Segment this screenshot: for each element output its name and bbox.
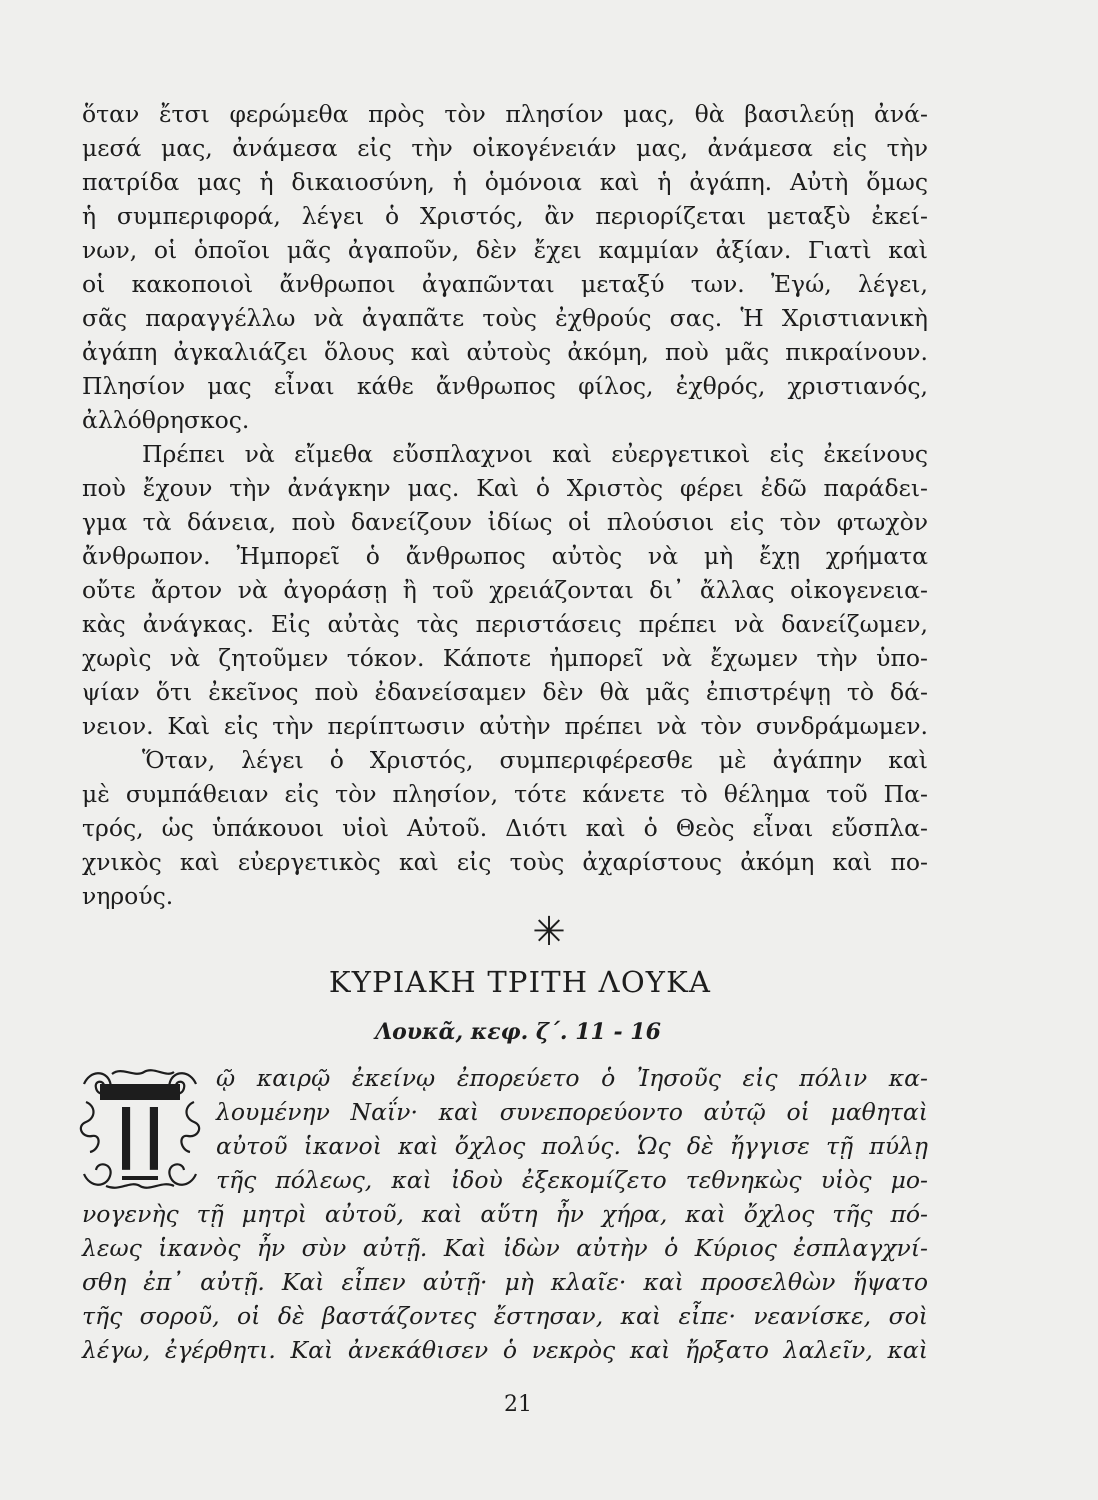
text-line: ψίαν ὅτι ἐκεῖνος ποὺ ἐδανείσαμεν δὲν θὰ μᾶς ἐπιστρέψῃ τὸ δά- xyxy=(82,678,928,706)
gospel-line: λεως ἱκανὸς ἦν σὺν αὐτῇ. Καὶ ἰδὼν αὐτὴν ὁ Κύριος ἐσπλαγχνί- xyxy=(82,1234,928,1262)
scripture-reference: Λουκᾶ, κεφ. ζ΄. 11 - 16 xyxy=(375,1019,661,1045)
text-line: ὅταν ἔτσι φερώμεθα πρὸς τὸν πλησίον μας, θὰ βασιλεύῃ ἀνά- xyxy=(82,100,928,128)
gospel-line: νογενὴς τῇ μητρὶ αὐτοῦ, καὶ αὕτη ἦν χήρα, καὶ ὄχλος τῆς πό- xyxy=(82,1200,928,1228)
text-line: κὰς ἀνάγκας. Εἰς αὐτὰς τὰς περιστάσεις πρέπει νὰ δανείζωμεν, xyxy=(82,610,928,638)
text-line: νων, οἱ ὁποῖοι μᾶς ἀγαποῦν, δὲν ἔχει καμμίαν ἀξίαν. Γιατὶ καὶ xyxy=(82,236,928,264)
text-line: Πλησίον μας εἶναι κάθε ἄνθρωπος φίλος, ἐχθρός, χριστιανός, xyxy=(82,372,928,400)
text-line: ἡ συμπεριφορά, λέγει ὁ Χριστός, ἂν περιορίζεται μεταξὺ ἐκεί- xyxy=(82,202,928,230)
text-line: μεσά μας, ἀνάμεσα εἰς τὴν οἰκογένειάν μας, ἀνάμεσα εἰς τὴν xyxy=(82,134,928,162)
text-line: μὲ συμπάθειαν εἰς τὸν πλησίον, τότε κάνετε τὸ θέλημα τοῦ Πα- xyxy=(82,780,928,808)
section-separator-asterisk: ✳ xyxy=(532,909,566,955)
gospel-line: αὐτοῦ ἱκανοὶ καὶ ὄχλος πολύς. Ὡς δὲ ἤγγισε τῇ πύλῃ xyxy=(216,1132,928,1160)
gospel-line: λέγω, ἐγέρθητι. Καὶ ἀνεκάθισεν ὁ νεκρὸς καὶ ἤρξατο λαλεῖν, καὶ xyxy=(82,1336,928,1364)
text-line: νηρούς. xyxy=(82,882,174,910)
text-line: Πρέπει νὰ εἴμεθα εὔσπλαχνοι καὶ εὐεργετικοὶ εἰς ἐκείνους xyxy=(142,440,928,468)
page-number: 21 xyxy=(504,1392,532,1417)
gospel-line: λουμένην Ναΐν· καὶ συνεπορεύοντο αὐτῷ οἱ μαθηταὶ xyxy=(216,1098,928,1126)
text-line: οὔτε ἄρτον νὰ ἀγοράσῃ ἢ τοῦ χρειάζονται δι᾽ ἄλλας οἰκογενεια- xyxy=(82,576,928,604)
text-line: νειον. Καὶ εἰς τὴν περίπτωσιν αὐτὴν πρέπει νὰ τὸν συνδράμωμεν. xyxy=(82,712,928,740)
text-line: σᾶς παραγγέλλω νὰ ἀγαπᾶτε τοὺς ἐχθρούς σας. Ἡ Χριστιανικὴ xyxy=(82,304,928,332)
text-line: ἄνθρωπον. Ἠμπορεῖ ὁ ἄνθρωπος αὐτὸς νὰ μὴ ἔχῃ χρήματα xyxy=(82,542,928,570)
text-line: Ὅταν, λέγει ὁ Χριστός, συμπεριφέρεσθε μὲ ἀγάπην καὶ xyxy=(142,746,928,774)
ornamental-drop-cap xyxy=(78,1062,202,1194)
gospel-line: τῆς πόλεως, καὶ ἰδοὺ ἐξεκομίζετο τεθνηκὼς υἱὸς μο- xyxy=(216,1166,928,1194)
text-line: οἱ κακοποιοὶ ἄνθρωποι ἀγαπῶνται μεταξύ των. Ἐγώ, λέγει, xyxy=(82,270,928,298)
text-line: ἀλλόθρησκος. xyxy=(82,406,250,434)
text-line: χνικὸς καὶ εὐεργετικὸς καὶ εἰς τοὺς ἀχαρίστους ἀκόμη καὶ πο- xyxy=(82,848,928,876)
text-line: ἀγάπη ἀγκαλιάζει ὅλους καὶ αὐτοὺς ἀκόμη, ποὺ μᾶς πικραίνουν. xyxy=(82,338,928,366)
section-heading: ΚΥΡΙΑΚΗ ΤΡΙΤΗ ΛΟΥΚΑ xyxy=(328,965,712,999)
gospel-line: τῆς σοροῦ, οἱ δὲ βαστάζοντες ἔστησαν, καὶ εἶπε· νεανίσκε, σοὶ xyxy=(82,1302,928,1330)
gospel-line: σθη ἐπ᾽ αὐτῇ. Καὶ εἶπεν αὐτῇ· μὴ κλαῖε· καὶ προσελθὼν ἥψατο xyxy=(82,1268,928,1296)
text-line: γμα τὰ δάνεια, ποὺ δανείζουν ἰδίως οἱ πλούσιοι εἰς τὸν φτωχὸν xyxy=(82,508,928,536)
text-line: ποὺ ἔχουν τὴν ἀνάγκην μας. Καὶ ὁ Χριστὸς φέρει ἐδῶ παράδει- xyxy=(82,474,928,502)
drop-cap-letter: Τ xyxy=(101,1078,179,1194)
text-line: χωρὶς νὰ ζητοῦμεν τόκον. Κάποτε ἠμπορεῖ νὰ ἔχωμεν τὴν ὑπο- xyxy=(82,644,928,672)
text-line: τρός, ὡς ὑπάκουοι υἱοὶ Αὐτοῦ. Διότι καὶ ὁ Θεὸς εἶναι εὔσπλα- xyxy=(82,814,928,842)
gospel-line: ῷ καιρῷ ἐκείνῳ ἐπορεύετο ὁ Ἰησοῦς εἰς πόλιν κα- xyxy=(216,1064,928,1092)
text-line: πατρίδα μας ἡ δικαιοσύνη, ἡ ὁμόνοια καὶ ἡ ἀγάπη. Αὐτὴ ὅμως xyxy=(82,168,928,196)
